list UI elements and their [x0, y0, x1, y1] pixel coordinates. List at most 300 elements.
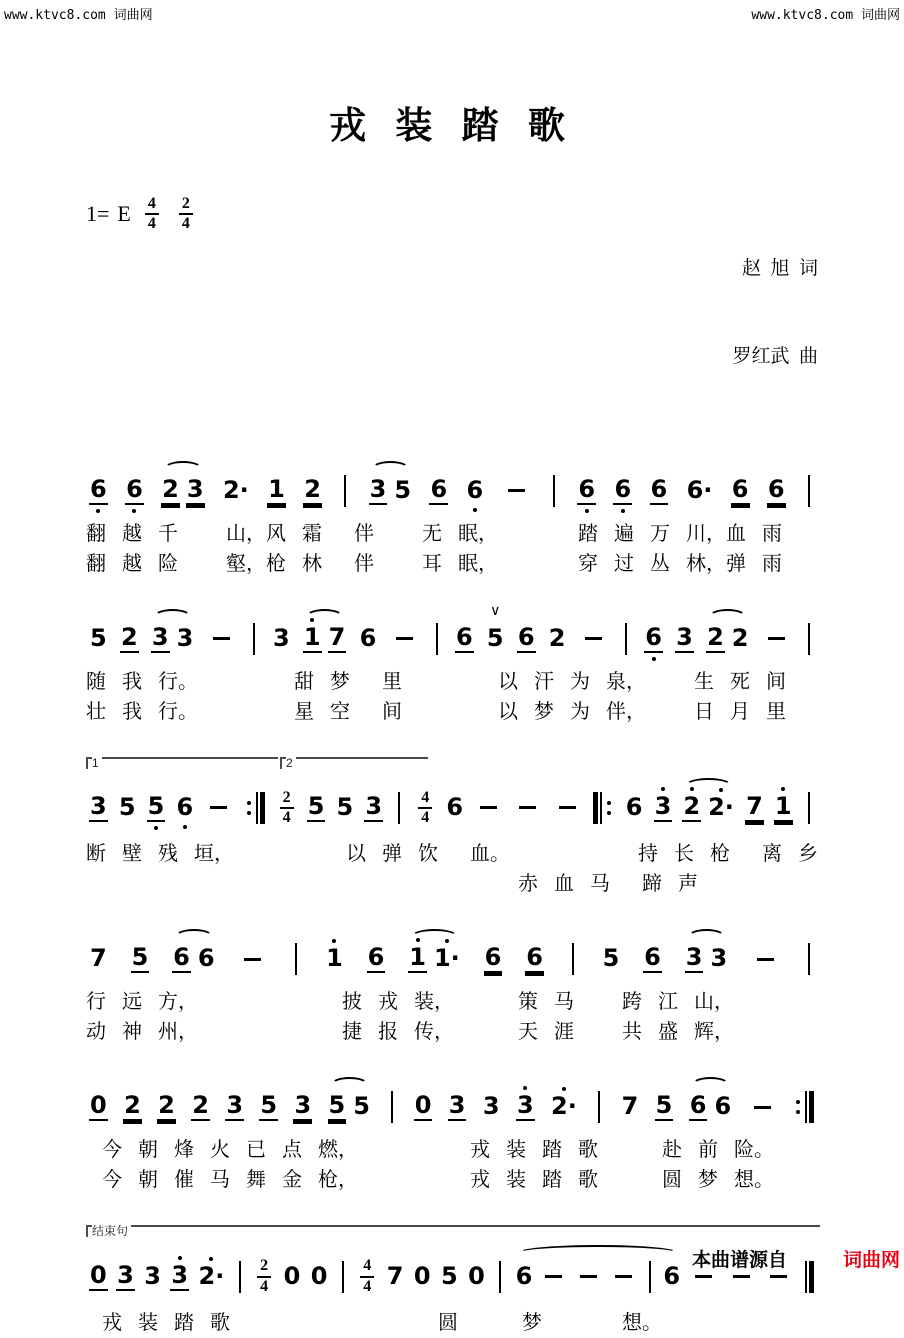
- note-digit: 7: [328, 625, 347, 653]
- note-digit: 6: [613, 477, 632, 505]
- note: [774, 794, 793, 822]
- slur-group: [366, 477, 415, 505]
- note: [367, 945, 386, 973]
- note-digit: 5: [118, 795, 137, 821]
- thick-bar: [260, 792, 265, 824]
- note-digit: 6: [577, 477, 596, 505]
- note: [197, 946, 216, 972]
- note: [602, 946, 621, 972]
- repeat-dot: [247, 811, 251, 815]
- time-denominator: 4: [418, 809, 432, 827]
- note-digit: 3: [176, 626, 195, 652]
- note-digit: 7: [386, 1264, 405, 1290]
- note-digit: 6: [89, 477, 108, 505]
- barline: [808, 623, 810, 655]
- lyric-line-1: 行 远 方， 披 戎 装， 策 马 跨 江 山，: [86, 987, 818, 1017]
- note-digit: 6: [484, 945, 503, 973]
- note: [89, 626, 108, 652]
- duration-dash: [545, 1275, 562, 1278]
- note-digit: 7: [89, 946, 108, 972]
- note: [621, 1094, 640, 1120]
- note: [517, 625, 536, 653]
- slur-group: [703, 625, 752, 653]
- note: [654, 794, 673, 822]
- lyric-line-1: 翻 越 千 山，风 霜 伴 无 眠， 踏 遍 万 川，血 雨: [86, 519, 818, 549]
- note: [259, 1093, 278, 1121]
- note-digit: 3: [369, 477, 388, 505]
- note: [191, 1093, 210, 1121]
- note: [359, 626, 378, 652]
- note: [662, 1264, 681, 1290]
- note-digit: 2: [706, 625, 725, 653]
- note-digit: 6: [517, 625, 536, 653]
- note: [706, 625, 725, 653]
- note-digit: 3: [116, 1263, 135, 1291]
- barline: [625, 623, 627, 655]
- time-signature: [280, 789, 294, 828]
- note-digit: 5: [336, 795, 355, 821]
- note-digit: 2: [682, 794, 701, 822]
- note-digit: 6: [445, 795, 464, 821]
- duration-dash: [213, 637, 230, 640]
- note-digit: 5: [131, 945, 150, 973]
- note-digit: 6: [367, 945, 386, 973]
- repeat-end-barline: [793, 1091, 814, 1123]
- note: [685, 945, 704, 973]
- note: [307, 794, 326, 822]
- note: [767, 477, 786, 505]
- lyric-line-2: 翻 越 险 壑，枪 林 伴 耳 眠， 穿 过 丛 林，弹 雨: [86, 549, 818, 579]
- lyric-line-2: 动 神 州， 捷 报 传， 天 涯 共 盛 辉，: [86, 1017, 818, 1047]
- note-digit: 5: [352, 1094, 371, 1120]
- note: [225, 1093, 244, 1121]
- note: [643, 945, 662, 973]
- barline: [344, 475, 346, 507]
- note-digit: 2: [303, 477, 322, 505]
- thick-bar: [809, 1091, 814, 1123]
- notes-row: [86, 1071, 818, 1135]
- lyric-line-1: 戎 装 踏 歌 圆 梦 想。: [86, 1308, 818, 1338]
- breath-mark: ∨: [490, 604, 500, 618]
- note-digit: 2: [120, 625, 139, 653]
- note: [525, 945, 544, 973]
- site-name: 词曲网: [843, 1245, 900, 1272]
- note-digit: 6: [689, 1093, 708, 1121]
- time-signature-2: $\frac{2}{4}$: [179, 195, 193, 234]
- note: [198, 1264, 226, 1290]
- note: [175, 795, 194, 821]
- note-digit: 3: [482, 1094, 501, 1120]
- note-digit: 3: [654, 794, 673, 822]
- lyricist-credit: 赵 旭 词: [732, 254, 818, 283]
- lyric-line-1: 今 朝 烽 火 已 点 燃， 戎 装 踏 歌 赴 前 险。: [86, 1135, 818, 1165]
- note-digit: 3: [685, 945, 704, 973]
- note: [310, 1264, 329, 1290]
- note-digit: 6: [713, 1094, 732, 1120]
- note: [433, 946, 461, 972]
- note: [125, 477, 144, 505]
- note-digit: 6: [175, 795, 194, 821]
- system-2: [86, 603, 818, 727]
- song-title: 戎 装 踏 歌: [0, 95, 904, 149]
- notes-row: [86, 769, 818, 840]
- lyric-line-2: 今 朝 催 马 舞 金 枪， 戎 装 踏 歌 圆 梦 想。: [86, 1165, 818, 1195]
- score-sheet: [0, 455, 904, 1338]
- note: [364, 794, 383, 822]
- barline: [398, 792, 400, 824]
- watermark-right: www.ktvc8.com 词曲网: [751, 4, 900, 23]
- repeat-dot: [607, 801, 611, 805]
- note: [170, 1263, 189, 1291]
- barline: [808, 475, 810, 507]
- note: [303, 477, 322, 505]
- repeat-dot: [247, 801, 251, 805]
- note: [267, 477, 286, 505]
- note-digit: 6: [767, 477, 786, 505]
- note-digit: 1: [267, 477, 286, 505]
- note-digit: 3: [364, 794, 383, 822]
- header-row: [0, 195, 904, 431]
- note: [408, 945, 427, 973]
- note-digit: 6: [172, 945, 191, 973]
- time-numerator: 4: [360, 1257, 374, 1277]
- note: [157, 1093, 176, 1121]
- thin-bar: [600, 792, 602, 824]
- note: [325, 946, 344, 972]
- note: [445, 795, 464, 821]
- note-digit: 3: [293, 1093, 312, 1121]
- lyric-line-1: 随 我 行。 甜 梦 里 以 汗 为 泉， 生 死 间: [86, 667, 818, 697]
- duration-dash: [585, 637, 602, 640]
- slur-group: [682, 945, 731, 973]
- note-digit: 1·: [433, 946, 461, 972]
- footer: [692, 1245, 900, 1272]
- note-digit: 6: [662, 1264, 681, 1290]
- volta-bracket-2: [280, 757, 428, 769]
- note: [352, 1094, 371, 1120]
- note: [369, 477, 388, 505]
- barline: [572, 943, 574, 975]
- note: [303, 625, 322, 653]
- note: [89, 1263, 108, 1291]
- barline: [391, 1091, 393, 1123]
- note: [120, 625, 139, 653]
- note-digit: 5: [393, 478, 412, 504]
- note-digit: 2: [123, 1093, 142, 1121]
- slur-group: [169, 945, 218, 973]
- duration-dash: [519, 806, 536, 809]
- bracket-row: [86, 1219, 818, 1243]
- note-digit: 6: [515, 1264, 534, 1290]
- note: [745, 794, 764, 822]
- note: [393, 478, 412, 504]
- note-digit: 5: [259, 1093, 278, 1121]
- note: [118, 795, 137, 821]
- time-denominator: 4: [257, 1278, 271, 1296]
- slur-group: [405, 945, 464, 973]
- repeat-dots: [607, 801, 611, 815]
- notes-row: [86, 603, 818, 667]
- note: [414, 1093, 433, 1121]
- system-6: [86, 1219, 818, 1338]
- note-digit: 7: [745, 794, 764, 822]
- thin-bar: [805, 1091, 807, 1123]
- note: [548, 626, 567, 652]
- note: [186, 477, 205, 505]
- note-digit: 6: [625, 795, 644, 821]
- note-digit: 0: [413, 1264, 432, 1290]
- source-label: 本曲谱源自: [692, 1245, 787, 1272]
- note: [151, 625, 170, 653]
- barline: [553, 475, 555, 507]
- note-digit: 2: [161, 477, 180, 505]
- note-digit: 6: [466, 478, 485, 504]
- note: [328, 1093, 347, 1121]
- note: [116, 1263, 135, 1291]
- key-note: E: [117, 201, 130, 227]
- note: [413, 1264, 432, 1290]
- note-digit: 6: [650, 477, 669, 505]
- note: [455, 625, 474, 653]
- note-digit: 6: [644, 625, 663, 653]
- duration-dash: [695, 1275, 712, 1278]
- duration-dash: [754, 1106, 771, 1109]
- note-digit: 0: [414, 1093, 433, 1121]
- duration-dash: [615, 1275, 632, 1278]
- note: [675, 625, 694, 653]
- repeat-dot: [796, 1100, 800, 1104]
- note-digit: 2·: [707, 795, 735, 821]
- note: [707, 795, 735, 821]
- time-denominator: 4: [360, 1278, 374, 1296]
- time-numerator: 2: [280, 789, 294, 809]
- notes-row: [86, 455, 818, 519]
- note-digit: 0: [89, 1263, 108, 1291]
- note-digit: 1: [325, 946, 344, 972]
- note: [731, 626, 750, 652]
- note: [89, 794, 108, 822]
- slur-group: [512, 1261, 684, 1293]
- note: [386, 1264, 405, 1290]
- note-digit: 3: [143, 1264, 162, 1290]
- slur-group: [158, 477, 207, 505]
- thick-bar: [593, 792, 598, 824]
- barline: [808, 943, 810, 975]
- slur-group: [686, 1093, 735, 1121]
- note-digit: 1: [303, 625, 322, 653]
- note: [515, 1264, 534, 1290]
- note-digit: 2: [157, 1093, 176, 1121]
- note: [143, 1264, 162, 1290]
- note: [709, 946, 728, 972]
- note: [689, 1093, 708, 1121]
- slur-group: [325, 1093, 374, 1121]
- note-digit: 5: [655, 1093, 674, 1121]
- note: [482, 1094, 501, 1120]
- time-signature: [360, 1257, 374, 1296]
- key-prefix: 1=: [86, 201, 109, 227]
- note-digit: 5: [328, 1093, 347, 1121]
- time-numerator: 2: [257, 1257, 271, 1277]
- note-digit: 6: [455, 625, 474, 653]
- note: [713, 1094, 732, 1120]
- repeat-dots: [247, 801, 251, 815]
- duration-dash: [770, 1275, 787, 1278]
- duration-dash: [768, 637, 785, 640]
- note: [429, 477, 448, 505]
- note-digit: 2·: [550, 1094, 578, 1120]
- note-digit: 2·: [198, 1264, 226, 1290]
- note: [466, 478, 485, 504]
- barline: [649, 1261, 651, 1293]
- duration-dash: [244, 958, 261, 961]
- duration-dash: [559, 806, 576, 809]
- note-digit: 6: [429, 477, 448, 505]
- composer-credit: 罗红武 曲: [732, 342, 818, 371]
- repeat-dot: [607, 811, 611, 815]
- barline: [499, 1261, 501, 1293]
- note-digit: 2·: [222, 478, 250, 504]
- note: [293, 1093, 312, 1121]
- duration-dash: [508, 489, 525, 492]
- note: [613, 477, 632, 505]
- note-digit: 6: [731, 477, 750, 505]
- duration-dash: [210, 806, 227, 809]
- barline: [239, 1261, 241, 1293]
- barline: [808, 792, 810, 824]
- note: [89, 1093, 108, 1121]
- duration-dash: [396, 637, 413, 640]
- note-digit: 7: [621, 1094, 640, 1120]
- note-digit: 2: [731, 626, 750, 652]
- time-denominator: 4: [280, 809, 294, 827]
- system-4: [86, 923, 818, 1047]
- note-digit: 6: [643, 945, 662, 973]
- note: [486, 626, 505, 652]
- note: [484, 945, 503, 973]
- note: [328, 625, 347, 653]
- note-digit: 2: [548, 626, 567, 652]
- note: [161, 477, 180, 505]
- note-digit: 5: [602, 946, 621, 972]
- note-digit: 3: [186, 477, 205, 505]
- key-signature: [86, 195, 199, 234]
- note: [650, 477, 669, 505]
- note: [147, 794, 166, 822]
- duration-dash: [733, 1275, 750, 1278]
- bracket-row: [86, 751, 818, 775]
- barline: [295, 943, 297, 975]
- slur-group: [300, 625, 349, 653]
- note: [448, 1093, 467, 1121]
- lyric-line-2: 赤 血 马 蹄 声: [86, 869, 818, 899]
- note-digit: 3: [272, 626, 291, 652]
- system-3: [86, 751, 818, 900]
- note: [272, 626, 291, 652]
- repeat-start-barline: [593, 792, 614, 824]
- note-digit: 6: [197, 946, 216, 972]
- notes-row: [86, 923, 818, 987]
- note: [283, 1264, 302, 1290]
- bracket-label: 2: [286, 756, 296, 770]
- repeat-dots: [796, 1100, 800, 1114]
- note: [625, 795, 644, 821]
- note: [89, 946, 108, 972]
- duration-dash: [480, 806, 497, 809]
- repeat-end-barline: [244, 792, 265, 824]
- note: [440, 1264, 459, 1290]
- note: [550, 1094, 578, 1120]
- thin-bar: [256, 792, 258, 824]
- time-signature: [257, 1257, 271, 1296]
- watermark-row: [0, 0, 904, 23]
- volta-bracket-1: [86, 757, 278, 769]
- note-digit: 3: [516, 1093, 535, 1121]
- note-digit: 5: [486, 626, 505, 652]
- note-digit: 3: [675, 625, 694, 653]
- duration-dash: [757, 958, 774, 961]
- note-digit: 3: [151, 625, 170, 653]
- note: [172, 945, 191, 973]
- note: [644, 625, 663, 653]
- barline: [436, 623, 438, 655]
- note: [467, 1264, 486, 1290]
- watermark-left: www.ktvc8.com 词曲网: [4, 4, 153, 23]
- lyric-line-1: 断 壁 残 垣， 以 弹 饮 血。 持 长 枪 离 乡: [86, 839, 818, 869]
- note-digit: 1: [408, 945, 427, 973]
- note-digit: 0: [310, 1264, 329, 1290]
- slur-group: [148, 625, 197, 653]
- note-digit: 6: [125, 477, 144, 505]
- note-digit: 0: [283, 1264, 302, 1290]
- system-5: [86, 1071, 818, 1195]
- note-digit: 5: [89, 626, 108, 652]
- system-1: [86, 455, 818, 579]
- note: [731, 477, 750, 505]
- note: [682, 794, 701, 822]
- repeat-dot: [796, 1110, 800, 1114]
- note: [176, 626, 195, 652]
- note-digit: 5: [307, 794, 326, 822]
- barline: [598, 1091, 600, 1123]
- note: [336, 795, 355, 821]
- barline: [253, 623, 255, 655]
- note-digit: 2: [191, 1093, 210, 1121]
- note-digit: 5: [147, 794, 166, 822]
- note-digit: 6·: [686, 478, 714, 504]
- note: [89, 477, 108, 505]
- bracket-label: 1: [92, 756, 102, 770]
- ending-bracket: [86, 1225, 820, 1237]
- time-numerator: 4: [418, 789, 432, 809]
- note-digit: 0: [467, 1264, 486, 1290]
- note-digit: 3: [170, 1263, 189, 1291]
- note: [577, 477, 596, 505]
- note-digit: 3: [448, 1093, 467, 1121]
- note: [131, 945, 150, 973]
- note: [686, 478, 714, 504]
- note: [655, 1093, 674, 1121]
- note-digit: 3: [709, 946, 728, 972]
- note: [222, 478, 250, 504]
- note-digit: 5: [440, 1264, 459, 1290]
- lyric-line-2: 壮 我 行。 星 空 间 以 梦 为 伴， 日 月 里: [86, 697, 818, 727]
- bracket-label: 结束句: [92, 1224, 131, 1238]
- barline: [342, 1261, 344, 1293]
- note-digit: 1: [774, 794, 793, 822]
- slur-group: [679, 794, 738, 822]
- note-digit: 0: [89, 1093, 108, 1121]
